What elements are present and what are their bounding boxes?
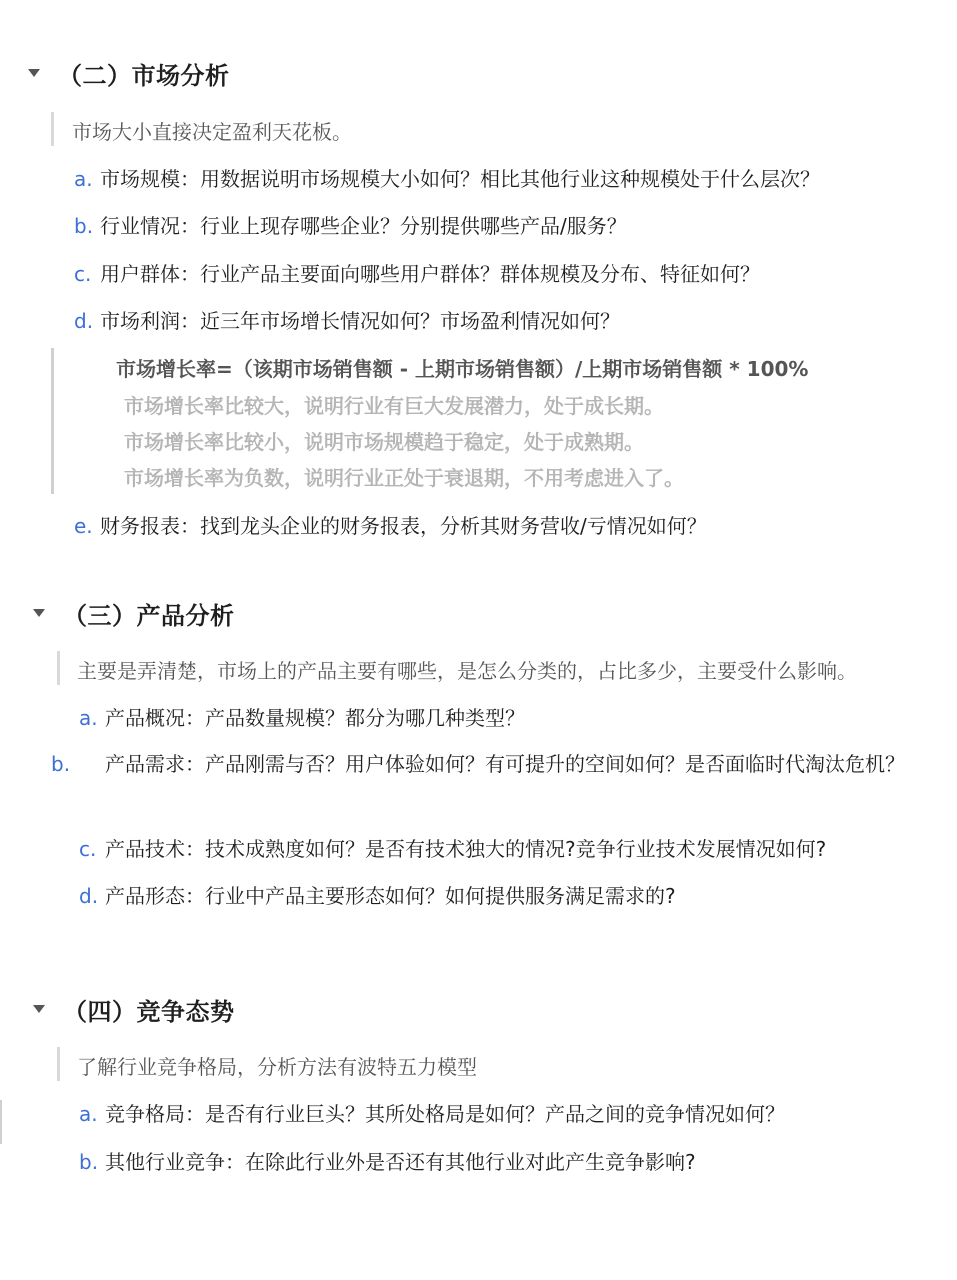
list-marker: a.: [74, 167, 93, 191]
list-item: [74, 210, 627, 239]
caret-down-icon[interactable]: [28, 69, 40, 77]
formula-note: 市场增长率比较小，说明市场规模趋于稳定，处于成熟期。: [124, 430, 644, 454]
section-header-market[interactable]: [0, 52, 700, 92]
list-item: [74, 258, 760, 287]
list-item: [79, 833, 826, 862]
section-heading: （四）竞争态势: [63, 998, 235, 1026]
quote-bar: [51, 112, 54, 146]
list-item-text: 产品需求：产品刚需与否？用户体验如何？有可提升的空间如何？是否面临时代淘汰危机？: [105, 752, 905, 776]
list-marker: a.: [79, 706, 98, 730]
caret-down-icon[interactable]: [33, 609, 45, 617]
list-item: [79, 1098, 785, 1127]
list-item-text: 其他行业竞争：在除此行业外是否还有其他行业对此产生竞争影响?: [105, 1150, 696, 1174]
list-marker: e.: [74, 514, 93, 538]
list-marker: d.: [79, 884, 99, 908]
list-item: [74, 305, 620, 334]
section-header-competition[interactable]: [0, 988, 700, 1028]
caret-down-icon[interactable]: [33, 1005, 45, 1013]
formula-quote-bar: [51, 348, 54, 494]
list-item-text: 市场利润：近三年市场增长情况如何？市场盈利情况如何？: [100, 309, 620, 333]
list-marker: a.: [79, 1102, 98, 1126]
list-item-text: 竞争格局：是否有行业巨头？其所处格局是如何？产品之间的竞争情况如何？: [105, 1102, 785, 1126]
list-marker: b.: [51, 752, 71, 776]
list-item: [51, 746, 957, 782]
list-item-text: 用户群体：行业产品主要面向哪些用户群体？群体规模及分布、特征如何？: [100, 262, 760, 286]
formula-note: 市场增长率比较大，说明行业有巨大发展潜力，处于成长期。: [124, 394, 664, 418]
list-item: [79, 880, 676, 909]
list-item-text: 产品形态：行业中产品主要形态如何？如何提供服务满足需求的?: [105, 884, 676, 908]
list-marker: b.: [74, 214, 94, 238]
list-item-text: 产品技术：技术成熟度如何？是否有技术独大的情况?竞争行业技术发展情况如何?: [105, 837, 827, 861]
quote-bar: [57, 1047, 60, 1081]
section-quote: 主要是弄清楚，市场上的产品主要有哪些，是怎么分类的，占比多少，主要受什么影响。: [77, 659, 857, 683]
list-item-text: 市场规模：用数据说明市场规模大小如何？相比其他行业这种规模处于什么层次？: [100, 167, 820, 191]
quote-bar: [57, 651, 60, 685]
list-item-text: 财务报表：找到龙头企业的财务报表，分析其财务营收/亏情况如何？: [100, 514, 707, 538]
list-item: [79, 702, 525, 731]
section-heading: （二）市场分析: [58, 62, 230, 90]
section-heading: （三）产品分析: [63, 602, 235, 630]
list-item: [74, 163, 820, 192]
list-marker: c.: [79, 837, 97, 861]
list-marker: c.: [74, 262, 92, 286]
formula-text: 市场增长率=（该期市场销售额 - 上期市场销售额）/上期市场销售额 * 100%: [116, 357, 809, 381]
list-marker: b.: [79, 1150, 99, 1174]
section-header-product[interactable]: [0, 592, 700, 632]
list-item-text: 行业情况：行业上现存哪些企业？分别提供哪些产品/服务？: [100, 214, 627, 238]
list-item: [74, 510, 707, 539]
scroll-edge-indicator: [0, 1100, 2, 1144]
list-item: [79, 1146, 696, 1175]
list-item-text: 产品概况：产品数量规模？都分为哪几种类型？: [105, 706, 525, 730]
section-quote: 了解行业竞争格局，分析方法有波特五力模型: [77, 1055, 477, 1079]
list-marker: d.: [74, 309, 94, 333]
section-quote: 市场大小直接决定盈利天花板。: [72, 120, 352, 144]
formula-note: 市场增长率为负数，说明行业正处于衰退期，不用考虑进入了。: [124, 466, 684, 490]
